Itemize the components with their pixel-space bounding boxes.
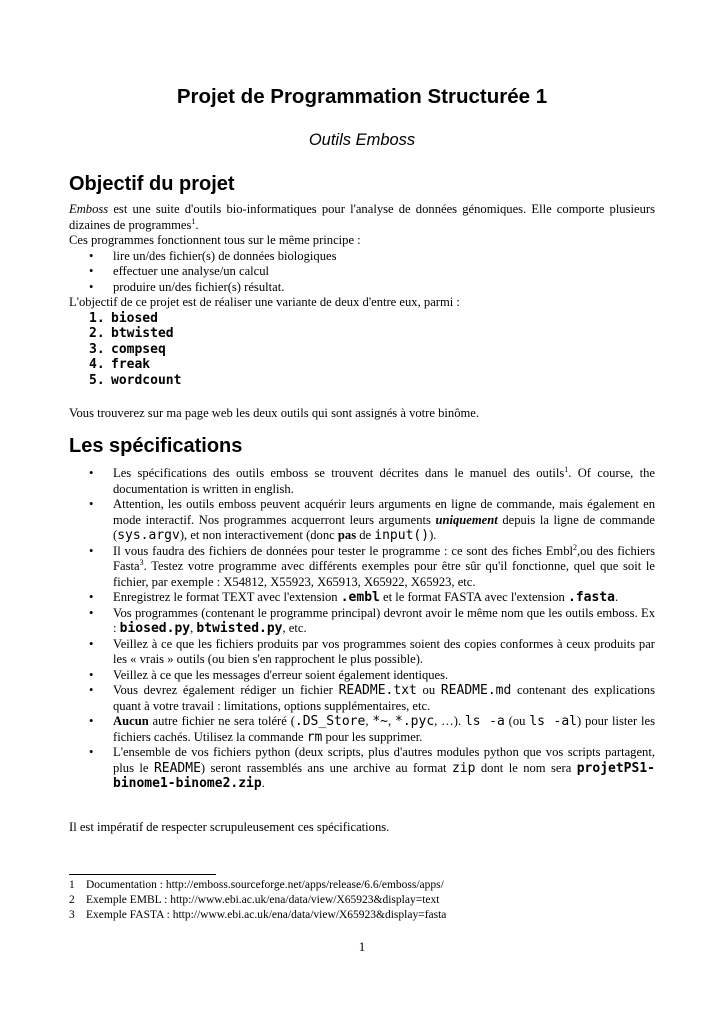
tool-item: 5. wordcount bbox=[89, 372, 182, 388]
specifications-list bbox=[69, 466, 655, 792]
page-web-paragraph: Vous trouverez sur ma page web les deux outils qui sont assignés à votre binôme. bbox=[69, 406, 480, 420]
tool-item: 1. biosed bbox=[89, 310, 158, 326]
section-heading-objectif: Objectif du projet bbox=[69, 173, 235, 195]
list-item: • produire un/des fichier(s) résultat. bbox=[69, 280, 655, 296]
principe-list bbox=[69, 249, 655, 296]
footnote: 1 Documentation : http://emboss.sourceforge.net/apps/release/6.6/emboss/apps/ bbox=[69, 879, 444, 891]
spec-item: • Attention, les outils emboss peuvent acquérir leurs arguments en ligne de commande, mais également en mode interactif. Nos programmes acquerront leurs arguments uniquement depuis la ligne de commande (sys.argv), et non interactivement (donc pas de input()). bbox=[69, 497, 655, 544]
tool-item: 2. btwisted bbox=[89, 326, 174, 341]
spec-item: • Il vous faudra des fichiers de données pour tester le programme : ce sont des fiches Embl$^2$,ou des fichiers Fasta$^3$. Testez votre programme avec différents exemples pour être sûr qu'il fonctionne, quel que soit le fichier, par exemple : X54812, X55923, X65913, X65922, X65923, etc. bbox=[69, 544, 655, 591]
tools-list bbox=[69, 311, 655, 389]
page-number: 1 bbox=[358, 939, 366, 954]
footnote-divider bbox=[69, 874, 216, 875]
spec-item: • L'ensemble de vos fichiers python (deux scripts, plus d'autres modules python que vos scripts partagent, plus le README) seront rassemblés ans une archive au format zip dont le nom sera projetPS1-binome1-binome2.zip. bbox=[69, 745, 655, 792]
page-subtitle: Outils Emboss bbox=[308, 131, 416, 149]
spec-item: • Les spécifications des outils emboss se trouvent décrites dans le manuel des outils$^1$. Of course, the documentation is written in english. bbox=[69, 466, 655, 497]
spec-item: • Aucun autre fichier ne sera toléré (.DS_Store, *~, *.pyc, …). ls -a (ou ls -al) pour lister les fichiers cachés. Utilisez la commande rm pour les supprimer. bbox=[69, 714, 655, 745]
section-heading-specifications: Les spécifications bbox=[69, 435, 243, 457]
intro-paragraph: Emboss est une suite d'outils bio-informatiques pour l'analyse de données génomiques. Elle comporte plusieurs dizaines de programmes$^1$. bbox=[69, 202, 655, 232]
tool-item: 4. freak bbox=[89, 357, 151, 372]
specifications-section bbox=[69, 466, 655, 792]
list-item: • lire un/des fichier(s) de données biologiques bbox=[69, 249, 655, 265]
footnote: 2 Exemple EMBL : http://www.ebi.ac.uk/ena/data/view/X65923&display=text bbox=[69, 894, 440, 906]
objectif-section bbox=[69, 202, 655, 388]
imperatif-paragraph: Il est impératif de respecter scrupuleusement ces spécifications. bbox=[69, 820, 390, 834]
list-item: • effectuer une analyse/un calcul bbox=[69, 264, 655, 280]
footnote: 3 Exemple FASTA : http://www.ebi.ac.uk/ena/data/view/X65923&display=fasta bbox=[69, 909, 447, 921]
spec-item: • Vous devrez également rédiger un fichier README.txt ou README.md contenant des explications quant à votre travail : limitations, options supplémentaires, etc. bbox=[69, 683, 655, 714]
spec-item: • Enregistrez le format TEXT avec l'extension .embl et le format FASTA avec l'extension .fasta. bbox=[69, 590, 655, 606]
principe-paragraph: Ces programmes fonctionnent tous sur le même principe : bbox=[69, 233, 361, 247]
spec-item: • Vos programmes (contenant le programme principal) devront avoir le même nom que les outils emboss. Ex : biosed.py, btwisted.py, etc. bbox=[69, 606, 655, 637]
variante-paragraph: L'objectif de ce projet est de réaliser une variante de deux d'entre eux, parmi : bbox=[69, 295, 460, 309]
page-title: Projet de Programmation Structurée 1 bbox=[176, 85, 548, 108]
spec-item: • Veillez à ce que les fichiers produits par vos programmes soient des copies conformes à ceux produits par les « vrais » outils (ou bien s'en rapprochent le plus possible). bbox=[69, 637, 655, 668]
spec-item: • Veillez à ce que les messages d'erreur soient également identiques. bbox=[69, 668, 655, 684]
tool-item: 3. compseq bbox=[89, 341, 166, 357]
